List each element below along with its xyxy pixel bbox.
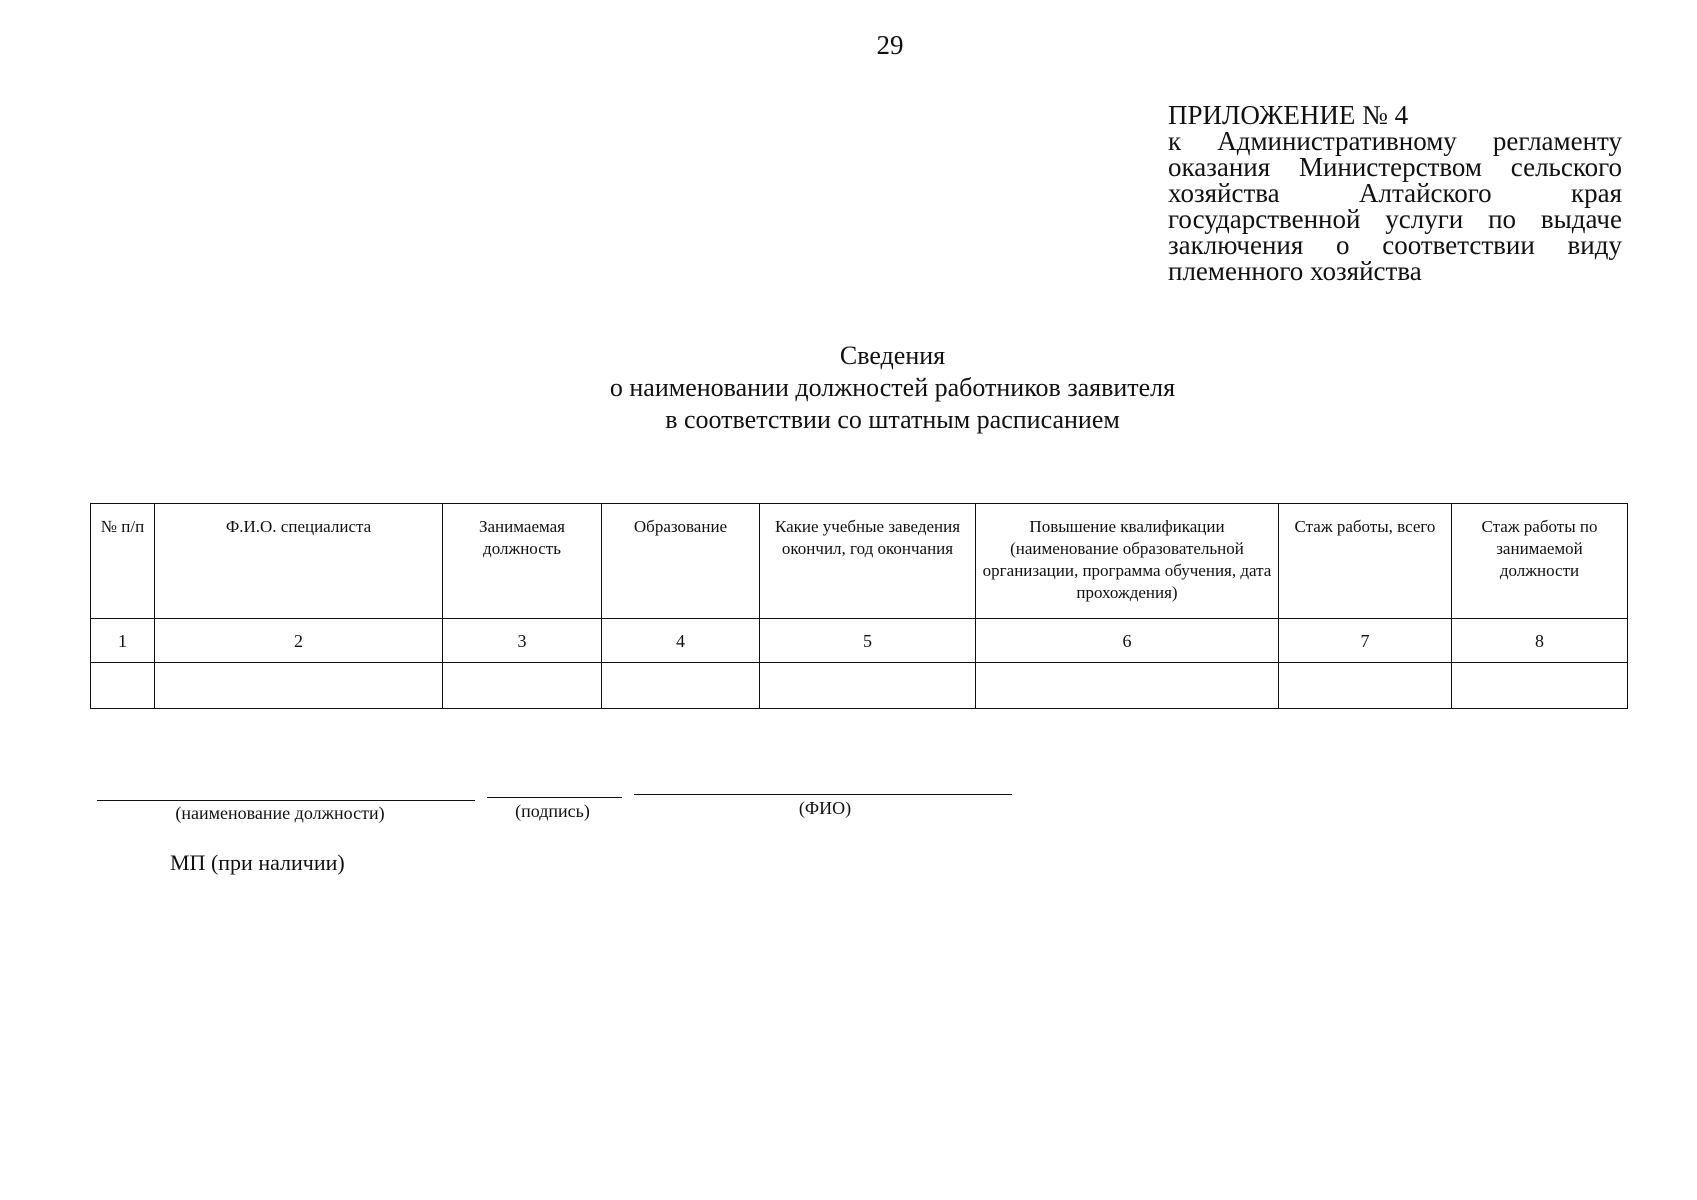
signature-label: (подпись)	[515, 801, 590, 821]
column-number-cell: 8	[1452, 619, 1628, 663]
header-cell-qualification: Повышение квалификации (наименование образовательной организации, программа обучения, дата прохождения)	[976, 504, 1279, 619]
table-header-row	[91, 504, 1628, 619]
appendix-block	[1168, 102, 1622, 284]
position-label: (наименование должности)	[175, 803, 385, 823]
appendix-body: к Административному регламенту оказания Министерством сельского хозяйства Алтайского края государственной услуги по выдаче заключения о соответствии виду племенного хозяйства	[1168, 126, 1622, 286]
column-number-cell: 4	[602, 619, 760, 663]
title-line-2: о наименовании должностей работников заявителя	[609, 373, 1176, 402]
column-number-cell: 3	[443, 619, 602, 663]
empty-cell[interactable]	[976, 663, 1279, 709]
page-number: 29	[876, 30, 904, 60]
column-number-cell: 7	[1279, 619, 1452, 663]
position-signature-line	[97, 800, 475, 801]
title-line-3: в соответствии со штатным расписанием	[665, 405, 1120, 434]
header-cell-total-experience: Стаж работы, всего	[1279, 504, 1452, 619]
column-number-cell: 5	[760, 619, 976, 663]
table-column-number-row	[91, 619, 1628, 663]
header-cell-institutions: Какие учебные заведения окончил, год окончания	[760, 504, 976, 619]
header-cell-number: № п/п	[91, 504, 155, 619]
empty-cell[interactable]	[1279, 663, 1452, 709]
empty-cell[interactable]	[155, 663, 443, 709]
title-line-1: Сведения	[839, 341, 946, 370]
header-cell-education: Образование	[602, 504, 760, 619]
name-label: (ФИО)	[798, 798, 852, 818]
signature-line	[487, 797, 622, 798]
header-cell-position-experience: Стаж работы по занимаемой должности	[1452, 504, 1628, 619]
document-title	[560, 340, 1225, 436]
staff-table	[90, 503, 1628, 709]
column-number-cell: 2	[155, 619, 443, 663]
empty-cell[interactable]	[443, 663, 602, 709]
column-number-cell: 6	[976, 619, 1279, 663]
stamp-label: МП (при наличии)	[170, 850, 345, 875]
table-empty-row	[91, 663, 1628, 709]
header-cell-position: Занимаемая должность	[443, 504, 602, 619]
empty-cell[interactable]	[602, 663, 760, 709]
empty-cell[interactable]	[760, 663, 976, 709]
empty-cell[interactable]	[91, 663, 155, 709]
empty-cell[interactable]	[1452, 663, 1628, 709]
appendix-title: ПРИЛОЖЕНИЕ № 4	[1168, 100, 1409, 130]
column-number-cell: 1	[91, 619, 155, 663]
name-signature-line	[634, 794, 1012, 795]
header-cell-name: Ф.И.О. специалиста	[155, 504, 443, 619]
